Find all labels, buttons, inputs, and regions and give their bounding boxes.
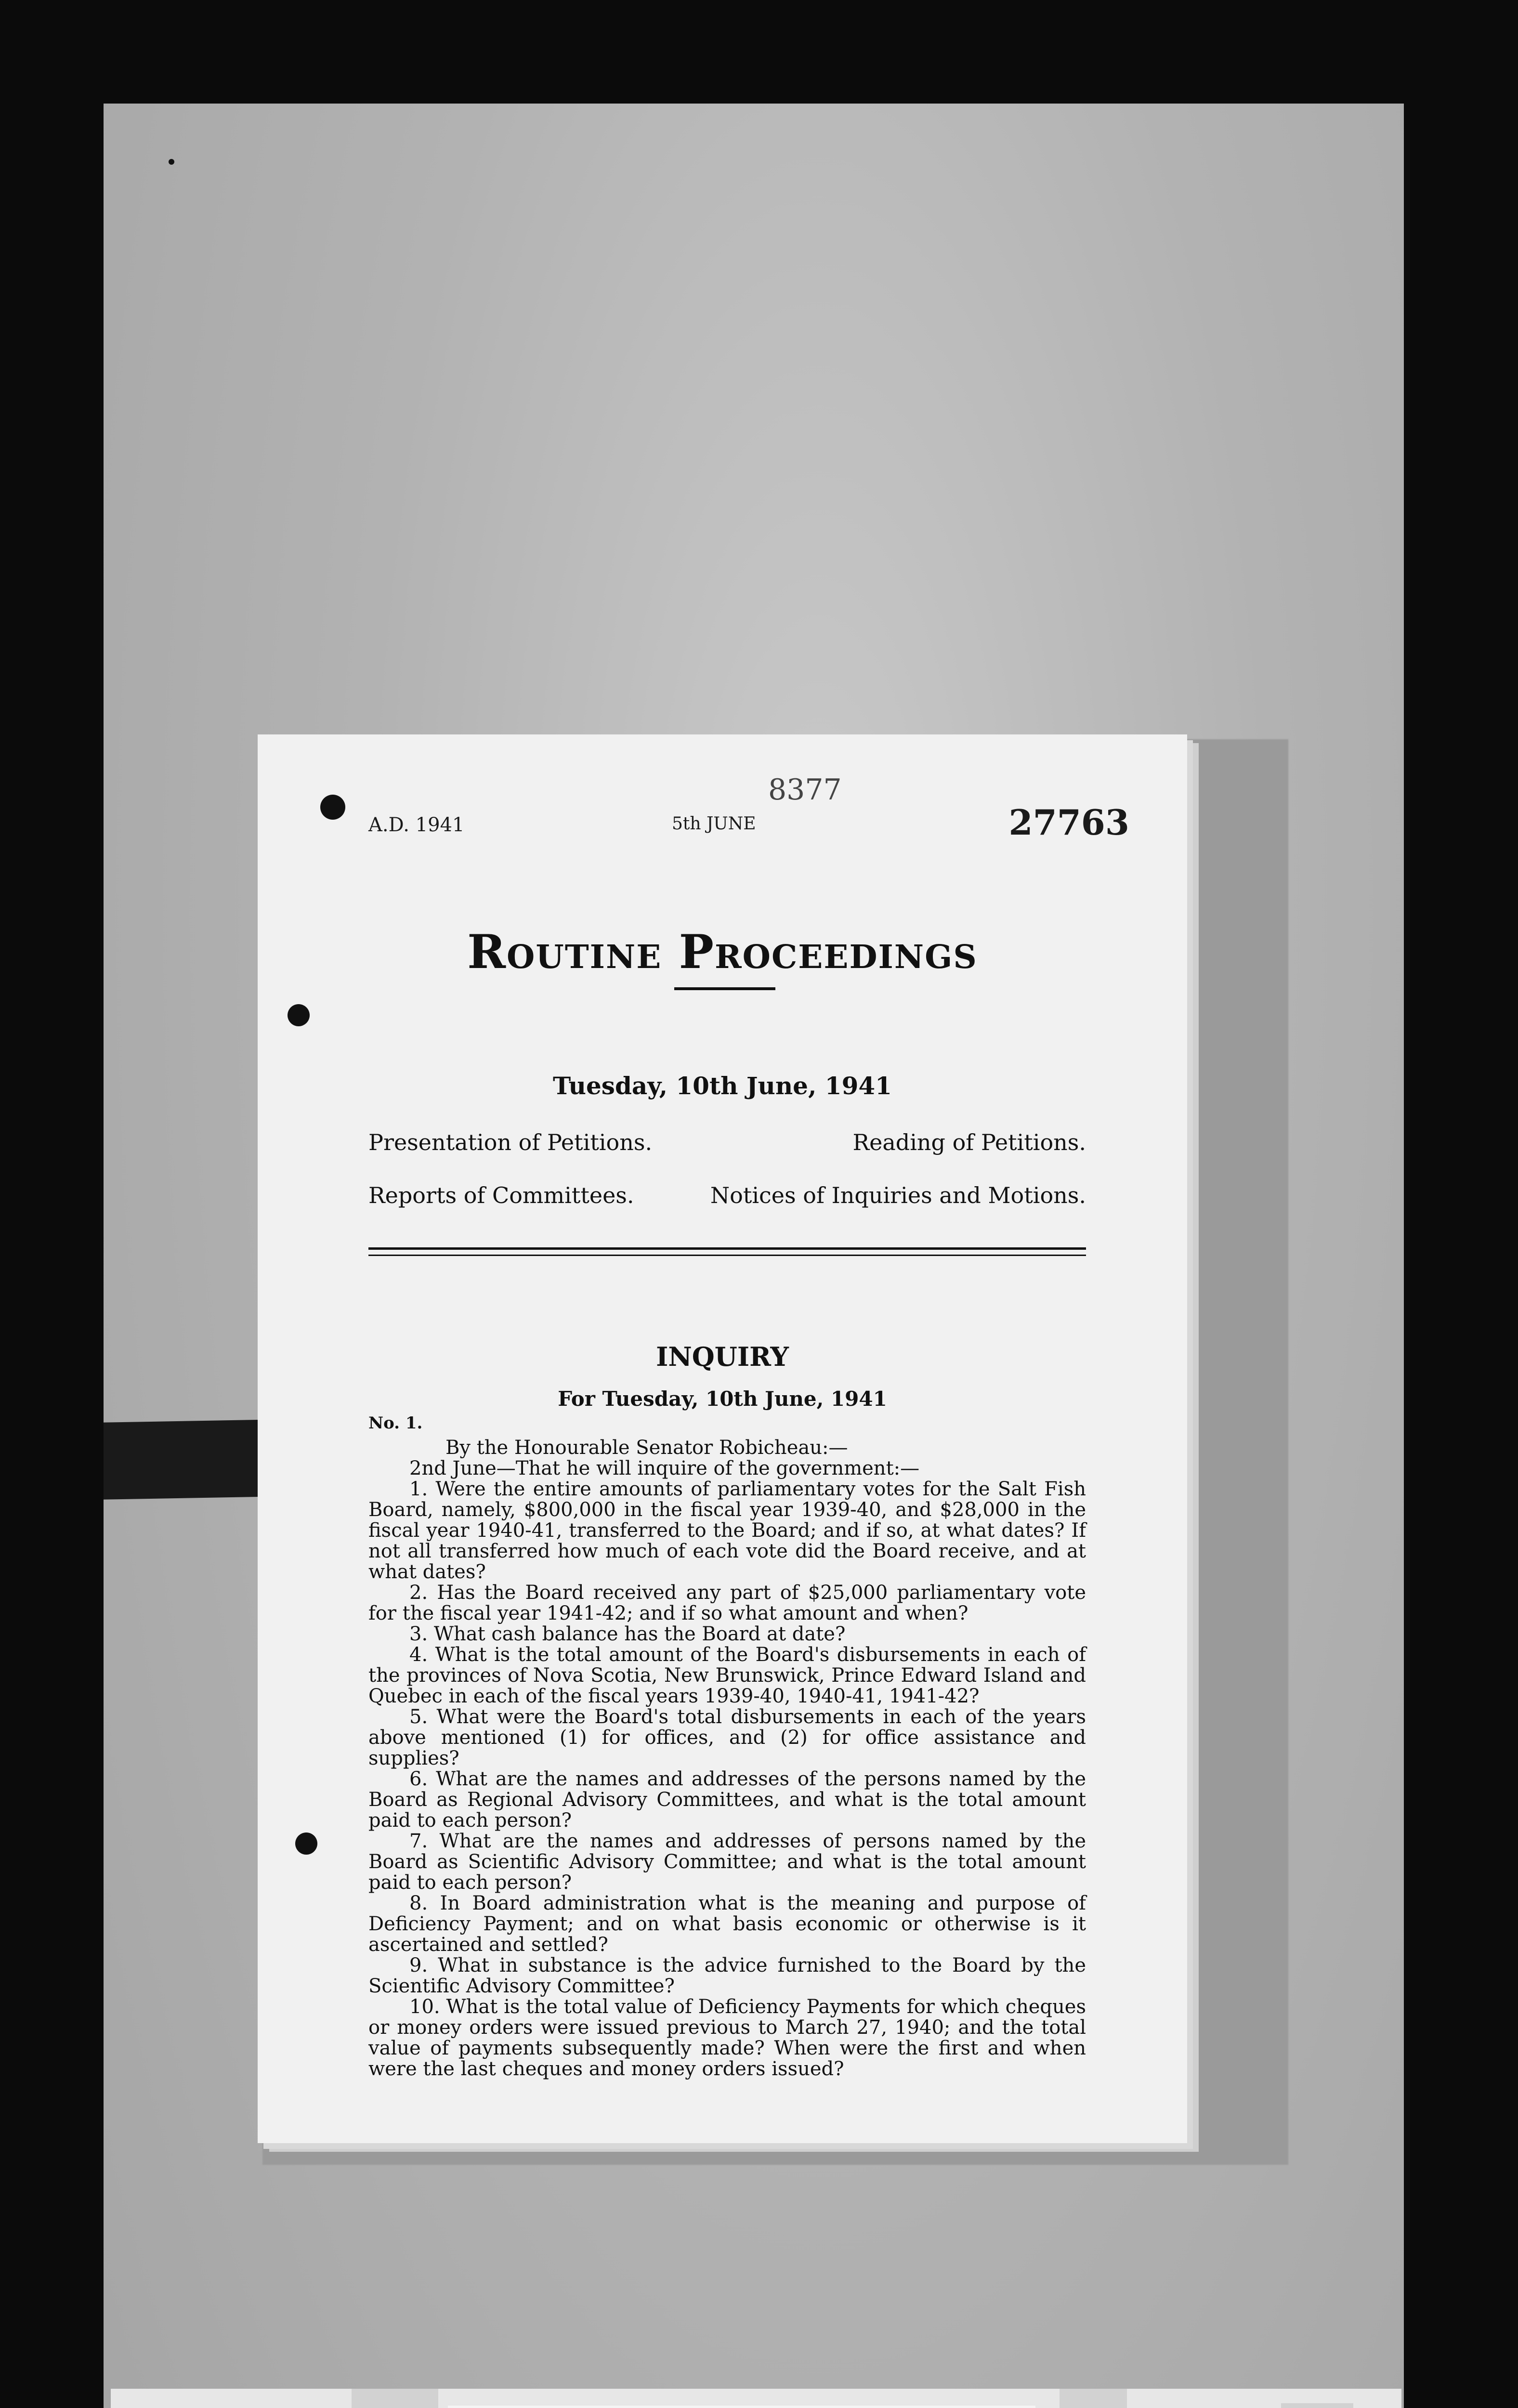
header-year: A.D. 1941 bbox=[368, 814, 465, 836]
inquiry-question: 7. What are the names and addresses of persons named by the Board as Scientific Advisory Committee; and what is the total amount paid to each person? bbox=[368, 1830, 1086, 1894]
reading-of-petitions: Reading of Petitions. bbox=[852, 1129, 1086, 1155]
tape-piece bbox=[352, 2389, 438, 2408]
inquiry-question: 1. Were the entire amounts of parliamentary votes for the Salt Fish Board, namely, $800,000 in the fiscal year 1939-40, and $28,000 in the fiscal year 1940-41, transferred to the Board; and if so, at what dates? If not all transferred how much of each vote did the Board receive, and at what dates? bbox=[368, 1478, 1086, 1583]
tape-piece bbox=[1060, 2389, 1127, 2408]
inquiry-question: 5. What were the Board's total disbursements in each of the years above mentioned (1) for offices, and (2) for office assistance and supplies? bbox=[368, 1706, 1086, 1769]
session-date: Tuesday, 10th June, 1941 bbox=[553, 1072, 892, 1100]
inquiry-question: 9. What in substance is the advice furnished to the Board by the Scientific Advisory Committee? bbox=[368, 1954, 1086, 1997]
inquiry-question: 4. What is the total amount of the Board's disbursements in each of the provinces of Nova Scotia, New Brunswick, Prince Edward Island and Quebec in each of the fiscal years 1939-40, 1940-41, 1941-42? bbox=[368, 1644, 1086, 1707]
page-title: Routine Proceedings bbox=[467, 925, 978, 979]
section-divider bbox=[368, 1247, 1086, 1256]
inquiry-question: 6. What are the names and addresses of the persons named by the Board as Regional Advisory Committees, and what is the total amount paid to each person? bbox=[368, 1768, 1086, 1832]
handwritten-number: 8377 bbox=[768, 773, 842, 807]
inquiry-preamble: 2nd June—That he will inquire of the government:— bbox=[409, 1457, 920, 1479]
inquiry-question: 8. In Board administration what is the meaning and purpose of Deficiency Payment; and on what basis economic or otherwise is it ascertained and settled? bbox=[368, 1892, 1086, 1956]
dust-speck bbox=[169, 159, 174, 165]
punch-hole bbox=[288, 1004, 310, 1026]
inquiry-heading: INQUIRY bbox=[656, 1341, 789, 1372]
archive-label bbox=[111, 2389, 1401, 2408]
volume-label-strip bbox=[448, 2406, 1035, 2408]
presentation-of-petitions: Presentation of Petitions. bbox=[368, 1129, 653, 1155]
inquiry-question: 2. Has the Board received any part of $25,000 parliamentary vote for the fiscal year 1941-42; and if so what amount and when? bbox=[368, 1582, 1086, 1624]
inquiry-date: For Tuesday, 10th June, 1941 bbox=[558, 1387, 887, 1411]
reports-of-committees: Reports of Committees. bbox=[368, 1182, 634, 1208]
tape-piece bbox=[1281, 2403, 1353, 2408]
notices-of-inquiries: Notices of Inquiries and Motions. bbox=[710, 1182, 1086, 1208]
punch-hole bbox=[295, 1832, 317, 1855]
document-number: 27763 bbox=[1008, 802, 1129, 843]
document-sheet bbox=[258, 734, 1187, 2143]
inquiry-number: No. 1. bbox=[368, 1413, 423, 1433]
inquiry-question: 3. What cash balance has the Board at date? bbox=[409, 1623, 846, 1645]
inquiry-question: 10. What is the total value of Deficiency Payments for which cheques or money orders were issued previous to March 27, 1940; and the total value of payments subsequently made? When were the first and when were the last cheques and money orders issued? bbox=[368, 1996, 1086, 2080]
header-date: 5th JUNE bbox=[672, 814, 756, 834]
inquiry-by-line: By the Honourable Senator Robicheau:— bbox=[445, 1437, 848, 1459]
punch-hole bbox=[320, 795, 345, 820]
title-divider bbox=[674, 987, 775, 990]
inquiry-body bbox=[368, 1438, 1086, 2080]
